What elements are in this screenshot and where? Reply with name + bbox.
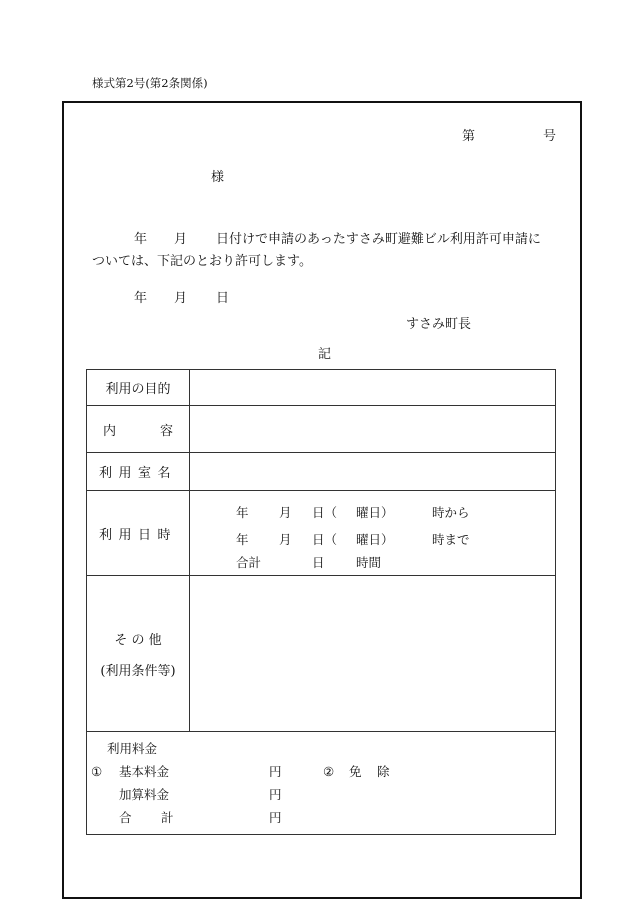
fee-row <box>87 732 556 835</box>
datetime-total-line: 合計 日 時間 <box>236 555 382 570</box>
datetime-value <box>190 491 556 576</box>
fee-exempt-b: 除 <box>377 764 390 779</box>
room-label: 利用室名 <box>87 453 190 491</box>
content-value <box>190 406 556 453</box>
fee-total-label-b: 計 <box>161 810 174 825</box>
number-suffix: 号 <box>543 129 557 144</box>
content-label-a: 内 <box>102 423 116 439</box>
purpose-label: 利用の目的 <box>87 370 190 406</box>
fee-total-yen: 円 <box>269 810 282 825</box>
record-heading: 記 <box>318 347 332 362</box>
content-label-b: 容 <box>160 423 174 439</box>
other-label <box>87 576 190 732</box>
fee-extra-label: 加算料金 <box>119 787 170 802</box>
other-label-sub: (利用条件等) <box>100 663 176 679</box>
datetime-row <box>87 491 556 576</box>
content-row <box>87 406 556 453</box>
other-value <box>190 576 556 732</box>
other-row <box>87 576 556 732</box>
fee-basic-label: 基本料金 <box>119 764 170 779</box>
number-prefix: 第 <box>462 129 476 144</box>
room-value <box>190 453 556 491</box>
fee-title: 利用料金 <box>107 741 158 756</box>
addressee-suffix: 様 <box>211 170 225 185</box>
notice-month: 月 <box>174 232 188 247</box>
fee-extra-yen: 円 <box>269 787 282 802</box>
notice-line2: ついては、下記のとおり許可します。 <box>92 254 312 269</box>
issue-month: 月 <box>174 291 188 306</box>
datetime-start-line: 年 月 日（ 曜日） 時から <box>236 505 470 520</box>
issuer-name: すさみ町長 <box>406 317 472 332</box>
issue-day: 日 <box>216 291 230 306</box>
form-number: 様式第2号(第2条関係) <box>92 76 208 90</box>
fee-total-label-a: 合 <box>119 810 132 825</box>
content-label <box>87 406 190 453</box>
fee-item1-number: ① <box>91 764 103 779</box>
datetime-label: 利用日時 <box>87 491 190 576</box>
notice-line1: 日付けで申請のあったすさみ町避難ビル利用許可申請に <box>216 232 541 247</box>
notice-year: 年 <box>134 232 148 247</box>
fee-exempt-a: 免 <box>349 764 362 779</box>
room-row <box>87 453 556 491</box>
fee-item2-number: ② <box>323 764 335 779</box>
purpose-value <box>190 370 556 406</box>
permit-details-table <box>86 369 556 835</box>
datetime-end-line: 年 月 日（ 曜日） 時まで <box>236 532 470 547</box>
purpose-row <box>87 370 556 406</box>
fee-section <box>87 732 556 835</box>
fee-basic-yen: 円 <box>269 764 282 779</box>
other-label-main: そ の 他 <box>114 632 162 648</box>
issue-year: 年 <box>134 291 148 306</box>
